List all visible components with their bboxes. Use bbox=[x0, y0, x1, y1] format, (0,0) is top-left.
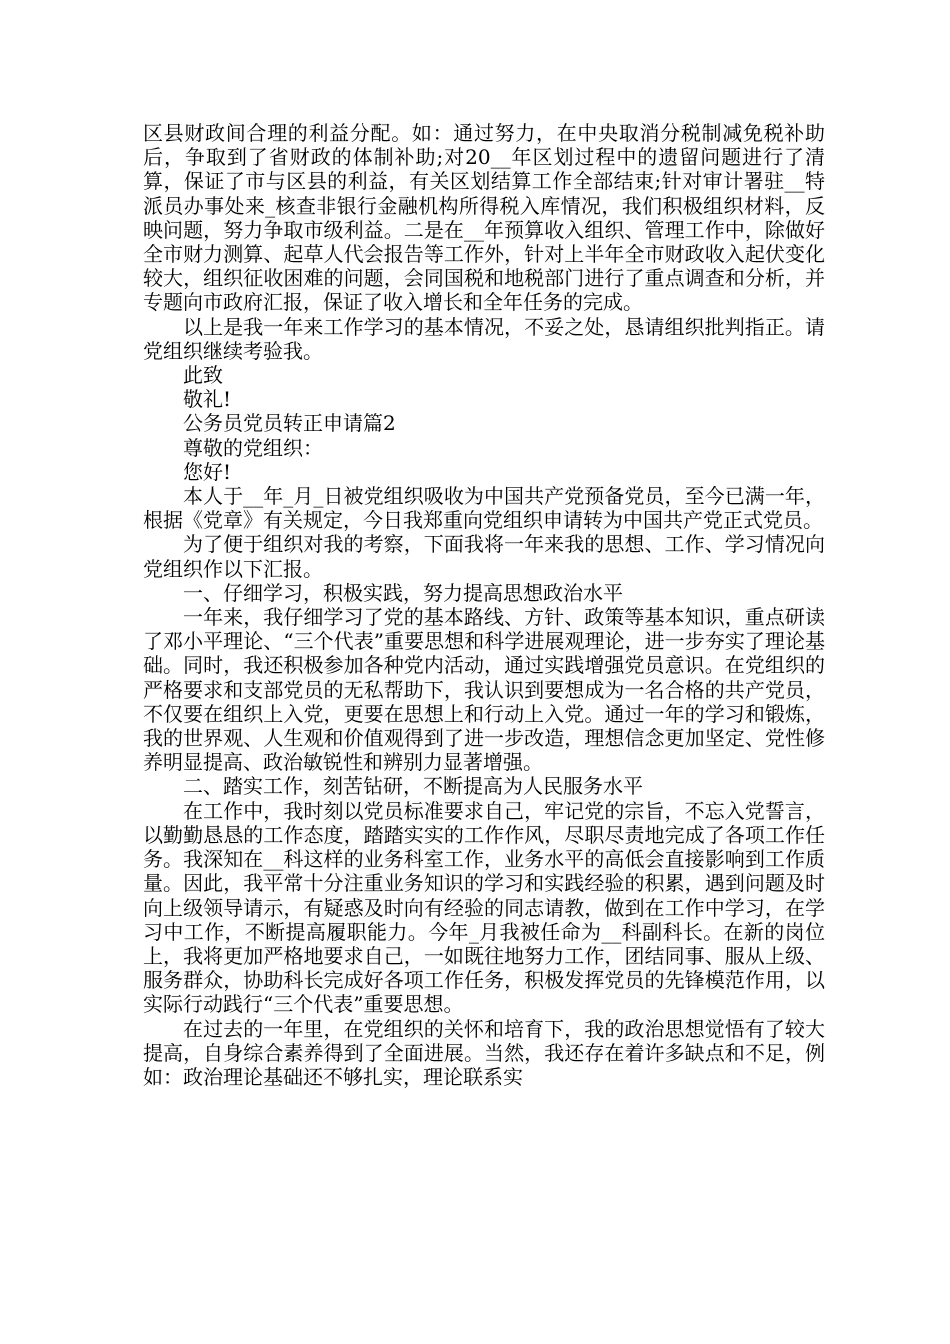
paragraph-closing-remarks: 以上是我一年来工作学习的基本情况，不妥之处，恳请组织批判指正。请党组织继续考验我。 bbox=[143, 314, 825, 363]
greeting-hello: 您好! bbox=[183, 459, 232, 484]
paragraph-application: 本人于__年_月_日被党组织吸收为中国共产党预备党员，至今已满一年，根据《党章》有关规定，今日我郑重向党组织申请转为中国共产党正式党员。 bbox=[143, 484, 825, 533]
paragraph-self-assessment: 在过去的一年里，在党组织的关怀和培育下，我的政治思想觉悟有了较大提高，自身综合素养得到了全面进展。当然，我还存在着许多缺点和不足，例如：政治理论基础还不够扎实，理论联系实 bbox=[143, 1016, 825, 1089]
greeting-addressee: 尊敬的党组织： bbox=[183, 435, 323, 460]
paragraph-study: 一年来，我仔细学习了党的基本路线、方针、政策等基本知识，重点研读了邓小平理论、“三个代表”重要思想和科学进展观理论，进一步夯实了理论基础。同时，我还积极参加各种党内活动，通过实践增强党员意识。在党组织的严格要求和支部党员的无私帮助下，我认识到要想成为一名合格的共产党员，不仅要在组织上入党，更要在思想上和行动上入党。通过一年的学习和锻炼，我的世界观、人生观和价值观得到了进一步改造，理想信念更加坚定、党性修养明显提高、政治敏锐性和辨别力显著增强。 bbox=[143, 605, 825, 775]
salutation-cizhi: 此致 bbox=[183, 363, 223, 388]
document-page bbox=[143, 121, 825, 1089]
paragraph-work: 在工作中，我时刻以党员标准要求自己，牢记党的宗旨，不忘入党誓言，以勤勤恳恳的工作态度，踏踏实实的工作作风，尽职尽责地完成了各项工作任务。我深知在__科这样的业务科室工作，业务水平的高低会直接影响到工作质量。因此，我平常十分注重业务知识的学习和实践经验的积累，遇到问题及时向上级领导请示，有疑惑及时向有经验的同志请教，做到在工作中学习，在学习中工作，不断提高履职能力。今年_月我被任命为__科副科长。在新的岗位上，我将更加严格地要求自己，一如既往地努力工作，团结同事、服从上级、服务群众，协助科长完成好各项工作任务，积极发挥党员的先锋模范作用，以实际行动践行“三个代表”重要思想。 bbox=[143, 798, 825, 1017]
section-title: 公务员党员转正申请篇2 bbox=[183, 411, 396, 436]
paragraph-report-intro: 为了便于组织对我的考察，下面我将一年来我的思想、工作、学习情况向党组织作以下汇报。 bbox=[143, 532, 825, 581]
heading-study: 一、仔细学习，积极实践，努力提高思想政治水平 bbox=[183, 580, 623, 605]
heading-work: 二、踏实工作，刻苦钻研，不断提高为人民服务水平 bbox=[183, 774, 643, 799]
paragraph-fiscal-work: 区县财政间合理的利益分配。如：通过努力，在中央取消分税制减免税补助后，争取到了省财政的体制补助;对20__年区划过程中的遗留问题进行了清算，保证了市与区县的利益，有关区划结算工作全部结束;针对审计署驻__特派员办事处来_核查非银行金融机构所得税入库情况，我们积极组织材料，反映问题，努力争取市级利益。二是在__年预算收入组织、管理工作中，除做好全市财力测算、起草人代会报告等工作外，针对上半年全市财政收入起伏变化较大，组织征收困难的问题，会同国税和地税部门进行了重点调查和分析，并专题向市政府汇报，保证了收入增长和全年任务的完成。 bbox=[143, 121, 825, 315]
salutation-jingli: 敬礼! bbox=[183, 387, 232, 412]
